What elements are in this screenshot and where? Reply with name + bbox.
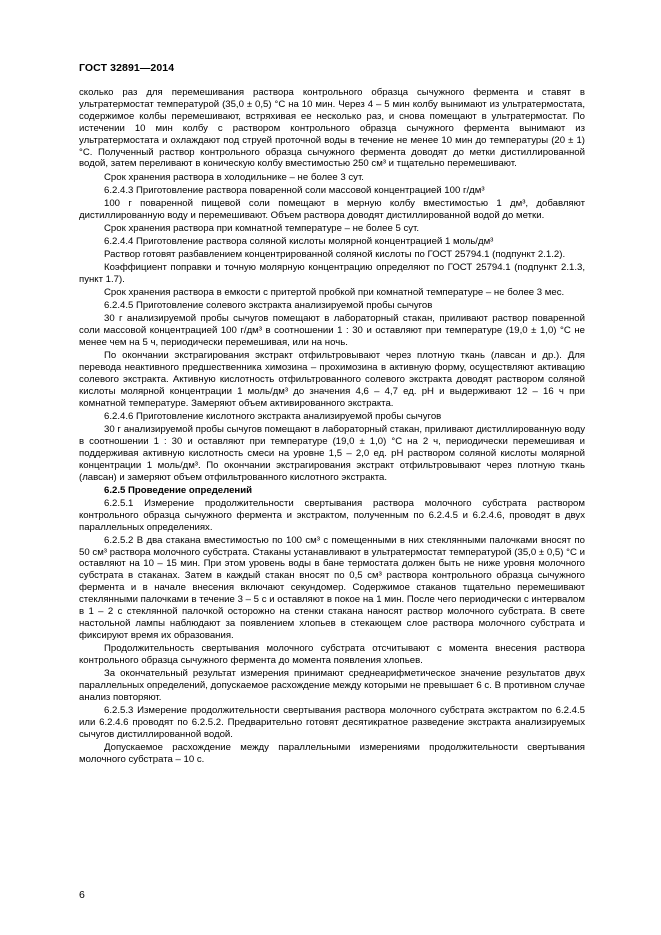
paragraph: 6.2.4.3 Приготовление раствора поваренной соли массовой концентрацией 100 г/дм³ <box>104 184 485 196</box>
paragraph: Срок хранения раствора при комнатной температуре – не более 5 сут. <box>104 222 420 234</box>
paragraph: 30 г анализируемой пробы сычугов помещают в лабораторный стакан, приливают раствор поваренной соли массовой концентрацией 100 г/дм³ в соотношении 1 : 30 и оставляют при температуре (19,0 ± 1,0) °С не менее чем на 5 ч, периодически перемешивая, или на ночь. <box>79 313 585 348</box>
page-number: 6 <box>79 889 85 901</box>
paragraph: Продолжительность свертывания молочного субстрата отсчитывают с момента внесения раствора контрольного образца сычужного фермента до момента появления хлопьев. <box>79 642 585 666</box>
paragraph: Срок хранения раствора в емкости с притертой пробкой при комнатной температуре – не более 3 мес. <box>104 287 565 298</box>
paragraph: Срок хранения раствора в холодильнике – не более 3 сут. <box>104 171 364 183</box>
paragraph: 6.2.4.6 Приготовление кислотного экстракта анализируемой пробы сычугов <box>104 410 442 422</box>
paragraph: Допускаемое расхождение между параллельными измерениями продолжительности свертывания молочного субстрата – 10 с. <box>79 741 585 765</box>
paragraph: 30 г анализируемой пробы сычугов помещают в лабораторный стакан, приливают дистиллированную воду в соотношении 1 : 30 и оставляют при температуре (19,0 ± 1,0) °С на 2 ч, периодически перемешивая и поддерживая активную кислотность смеси на уровне 1,5 – 2,0 ед. pH раствором соляной кислоты молярной концентрации 1 моль/дм³. По окончании экстрагирования экстракт отфильтровывают через плотную ткань (лавсан) и замеряют объем отфильтрованного кислотного экстракта. <box>79 423 585 483</box>
paragraph: 6.2.4.4 Приготовление раствора соляной кислоты молярной концентрацией 1 моль/дм³ <box>104 235 494 247</box>
document-body <box>79 87 585 767</box>
paragraph: 100 г поваренной пищевой соли помещают в мерную колбу вместимостью 1 дм³, добавляют дистиллированную воду и перемешивают. Объем раствора доводят дистиллированной водой до метки. <box>79 197 585 221</box>
paragraph: 6.2.5.2 В два стакана вместимостью по 100 см³ с помещенными в них стеклянными палочками вносят по 50 см³ раствора молочного субстрата. Стаканы устанавливают в ультратермостат температурой (35,0 ± 0,5) °С и оставляют на 10 – 15 мин. При этом уровень воды в бане термостата должен быть не ниже уровня молочного субстрата в стаканах. Затем в каждый стакан вносят по 0,5 см³ раствора контрольного образца сычужного фермента и в начале внесения включают секундомер. Содержимое стаканов тщательно перемешивают стеклянными палочками в течение 3 – 5 с и оставляют в покое на 1 мин. После чего периодически с интервалом в 1 – 2 с стеклянной палочкой осторожно на стенки стакана наносят раствор молочного субстрата. В свете настольной лампы наблюдают за появлением хлопьев в стекающем слое раствора молочного субстрата и фиксируют время их образования. <box>79 534 585 641</box>
section-heading: 6.2.5 Проведение определений <box>104 484 253 496</box>
paragraph: По окончании экстрагирования экстракт отфильтровывают через плотную ткань (лавсан и др.). Для перевода неактивного предшественника химозина – прохимозина в активную форму, осуществляют активацию солевого экстракта. Активную кислотность отфильтрованного солевого экстракта доводят раствором соляной кислоты молярной концентрации 1 моль/дм³ до значения 4,6 – 4,7 ед. pH и выдерживают 12 – 16 ч при комнатной температуре. Замеряют объем активированного экстракта. <box>79 350 585 409</box>
page-header: ГОСТ 32891—2014 <box>79 62 175 74</box>
paragraph: 6.2.5.3 Измерение продолжительности свертывания раствора молочного субстрата экстрактом по 6.2.4.5 или 6.2.4.6 проводят по 6.2.5.2. Предварительно готовят десятикратное разведение экстракта анализируемых сычугов дистиллированной водой. <box>79 704 585 740</box>
paragraph: За окончательный результат измерения принимают среднеарифметическое значение результатов двух параллельных определений, допускаемое расхождение между которыми не превышает 6 с. В противном случае анализ повторяют. <box>79 667 585 703</box>
paragraph: Коэффициент поправки и точную молярную концентрацию определяют по ГОСТ 25794.1 (подпункт 2.1.3, пункт 1.7). <box>79 262 585 285</box>
paragraph: сколько раз для перемешивания раствора контрольного образца сычужного фермента и ставят в ультратермостат температурой (35,0 ± 0,5) °С на 10 мин. Через 4 – 5 мин колбу вынимают из ультратермостата, содержимое колбы перемешивают, встряхивая ее несколько раз, и снова помещают в ультратермостат. По истечении 10 мин колбу с раствором контрольного образца сычужного фермента вынимают из ультратермостата и охлаждают под струей проточной воды в течение не менее 10 мин до температуры (20 ± 1) °С. Полученный раствор контрольного образца сычужного фермента доводят до метки дистиллированной водой, затем переливают в коническую колбу вместимостью 250 см³ и тщательно перемешивают. <box>79 87 585 170</box>
paragraph: 6.2.4.5 Приготовление солевого экстракта анализируемой пробы сычугов <box>104 300 433 312</box>
paragraph: Раствор готовят разбавлением концентрированной соляной кислоты по ГОСТ 25794.1 (подпункт 2.1.2). <box>104 248 566 260</box>
paragraph: 6.2.5.1 Измерение продолжительности свертывания раствора молочного субстрата раствором контрольного образца сычужного фермента и экстрактом, полученным по 6.2.4.5 и 6.2.4.6, проводят в двух параллельных определениях. <box>79 497 585 533</box>
